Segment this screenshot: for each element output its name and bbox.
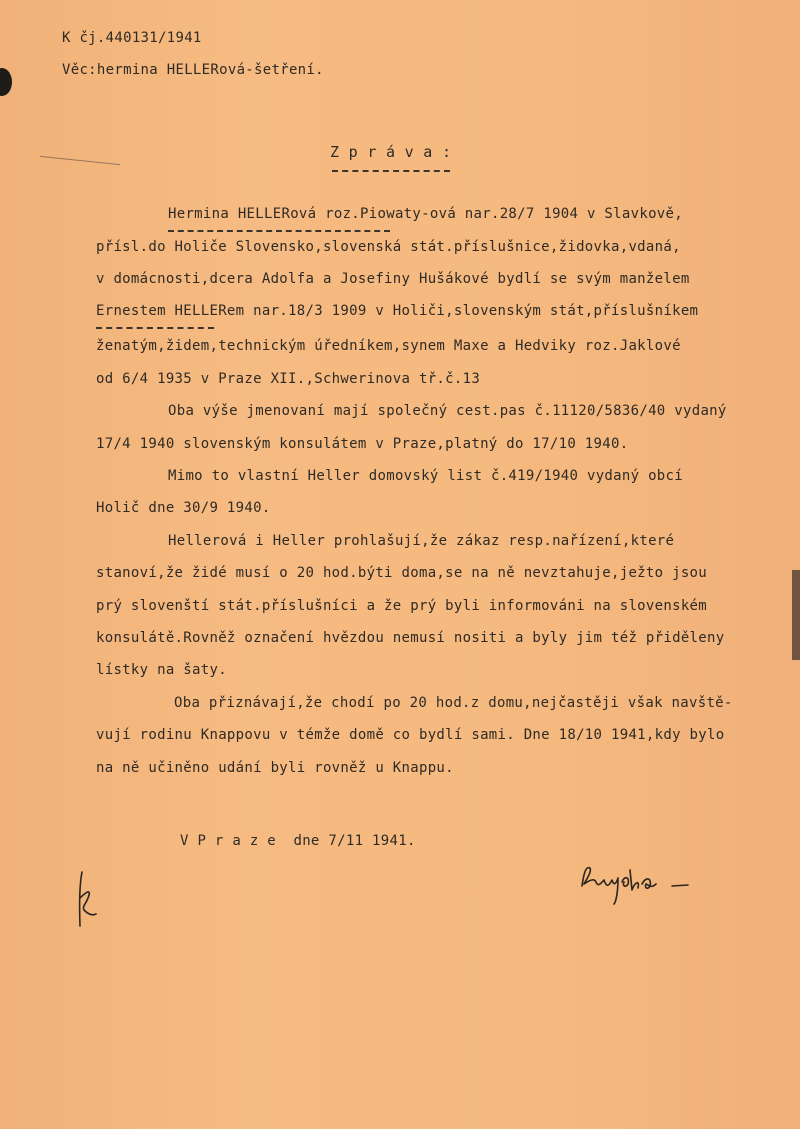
paragraph-line-14: konsulátě.Rovněž označení hvězdou nemusí nositi a byly jim též přiděleny [96,630,725,646]
name-underline-2 [96,327,214,329]
punch-hole [0,68,12,96]
place-and-date: V P r a z e dne 7/11 1941. [180,833,416,849]
name-underline-1 [168,230,390,232]
margin-scratch [40,156,120,165]
paragraph-line-15: lístky na šaty. [96,662,227,678]
initial-scribble [70,868,100,932]
paragraph-line-11: Hellerová i Heller prohlašují,že zákaz resp.nařízení,které [168,533,675,549]
signature-scribble [578,858,708,908]
initial-mark [70,868,100,936]
subject-line: Věc:hermina HELLERová-šetření. [62,62,324,78]
paragraph-line-16: Oba přiznávají,že chodí po 20 hod.z domu,nejčastěji však navště- [174,695,733,711]
report-title: Z p r á v a : [330,143,452,161]
paragraph-line-4: Ernestem HELLERem nar.18/3 1909 v Holiči,slovenským stát,příslušníkem [96,303,699,319]
reference-number: K čj.440131/1941 [62,30,202,46]
paragraph-line-6: od 6/4 1935 v Praze XII.,Schwerinova tř.č.13 [96,371,481,387]
paragraph-line-10: Holič dne 30/9 1940. [96,500,271,516]
paragraph-line-1: Hermina HELLERová roz.Piowaty-ová nar.28/7 1904 v Slavkově, [168,206,683,222]
paragraph-line-5: ženatým,židem,technickým úředníkem,synem Maxe a Hedviky roz.Jaklové [96,338,681,354]
paragraph-line-2: přísl.do Holiče Slovensko,slovenská stát.příslušnice,židovka,vdaná, [96,239,681,255]
paragraph-line-12: stanoví,že židé musí o 20 hod.býti doma,se na ně nevztahuje,ježto jsou [96,565,708,581]
paragraph-line-8: 17/4 1940 slovenským konsulátem v Praze,platný do 17/10 1940. [96,436,629,452]
paragraph-line-3: v domácnosti,dcera Adolfa a Josefiny Hušákové bydlí se svým manželem [96,271,690,287]
signature-ruzicka [578,858,708,912]
paragraph-line-17: vují rodinu Knappovu v témže domě co bydlí sami. Dne 18/10 1941,kdy bylo [96,727,725,743]
edge-stain [792,570,800,660]
paragraph-line-7: Oba výše jmenovaní mají společný cest.pas č.11120/5836/40 vydaný [168,403,727,419]
paragraph-line-9: Mimo to vlastní Heller domovský list č.419/1940 vydaný obcí [168,468,683,484]
paragraph-line-13: prý slovenští stát.příslušníci a že prý byli informováni na slovenském [96,598,708,614]
title-underline [332,170,450,172]
paragraph-line-18: na ně učiněno udání byli rovněž u Knappu. [96,760,454,776]
